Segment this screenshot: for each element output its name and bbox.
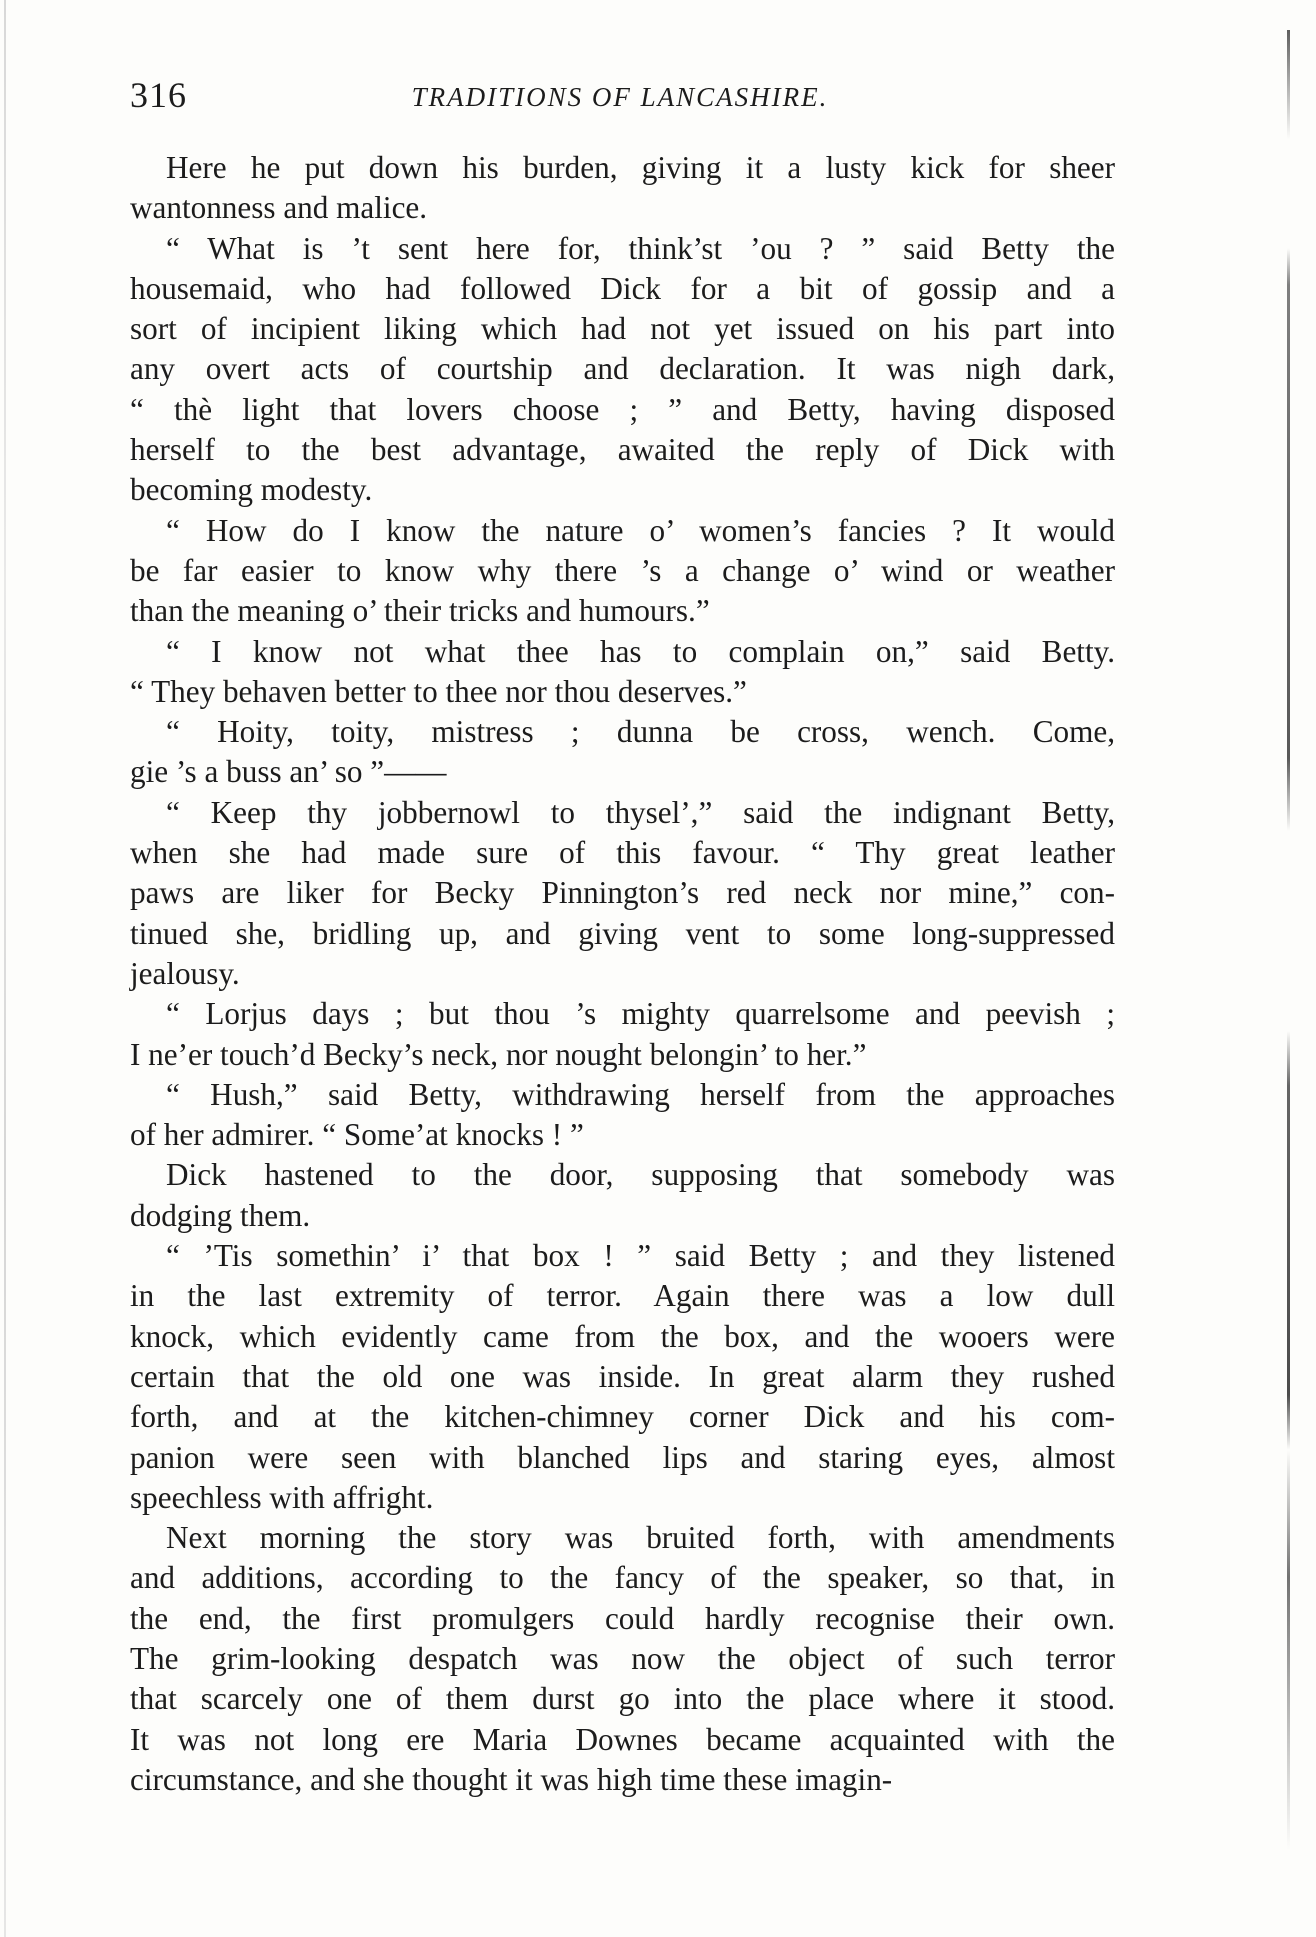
text-line: gie ’s a buss an’ so ”——: [130, 754, 447, 790]
scan-right-edge: [1287, 30, 1290, 1850]
text-line: “ What is ’t sent here for, think’st ’ou ? ” said Betty the: [166, 230, 1115, 266]
text-line: be far easier to know why there ’s a change o’ wind or weather: [130, 552, 1115, 588]
text-line: panion were seen with blanched lips and staring eyes, almost: [130, 1439, 1115, 1475]
text-line: dodging them.: [130, 1197, 311, 1233]
text-line: “ Keep thy jobbernowl to thysel’,” said the indignant Betty,: [166, 794, 1115, 830]
paragraph: [130, 1155, 1115, 1236]
running-head: TRADITIONS OF LANCASHIRE.: [411, 82, 829, 112]
text-line: The grim-looking despatch was now the object of such terror: [130, 1640, 1115, 1676]
text-line: “ I know not what thee has to complain on,” said Betty.: [166, 633, 1115, 669]
text-line: circumstance, and she thought it was high time these imagin-: [130, 1761, 893, 1797]
text-line: jealousy.: [130, 955, 240, 991]
text-line: and additions, according to the fancy of the speaker, so that, in: [130, 1560, 1115, 1596]
text-line: sort of incipient liking which had not yet issued on his part into: [130, 311, 1115, 347]
text-line: any overt acts of courtship and declaration. It was nigh dark,: [130, 351, 1115, 387]
text-line: “ ’Tis somethin’ i’ that box ! ” said Betty ; and they listened: [166, 1238, 1115, 1274]
text-line: certain that the old one was inside. In great alarm they rushed: [130, 1358, 1115, 1394]
text-line: “ How do I know the nature o’ women’s fancies ? It would: [166, 512, 1115, 548]
text-line: “ They behaven better to thee nor thou deserves.”: [130, 673, 747, 709]
text-line: “ Hoity, toity, mistress ; dunna be cross, wench. Come,: [166, 714, 1115, 750]
text-line: the end, the first promulgers could hardly recognise their own.: [130, 1600, 1115, 1636]
text-line: knock, which evidently came from the box, and the wooers were: [130, 1318, 1115, 1354]
text-line: herself to the best advantage, awaited the reply of Dick with: [130, 432, 1115, 468]
text-line: of her admirer. “ Some’at knocks ! ”: [130, 1117, 584, 1153]
text-line: speechless with affright.: [130, 1479, 434, 1515]
paragraph: [130, 148, 1115, 229]
text-line: “ thè light that lovers choose ; ” and Betty, having disposed: [130, 391, 1115, 427]
text-line: It was not long ere Maria Downes became acquainted with the: [130, 1721, 1115, 1757]
text-line: “ Hush,” said Betty, withdrawing herself from the approaches: [166, 1076, 1115, 1112]
text-line: forth, and at the kitchen-chimney corner Dick and his com-: [130, 1399, 1115, 1435]
text-line: Next morning the story was bruited forth, with amendments: [166, 1520, 1115, 1556]
page-number: 316: [130, 75, 187, 115]
paragraph: [130, 1075, 1115, 1156]
paragraph: [130, 994, 1115, 1075]
text-line: housemaid, who had followed Dick for a bit of gossip and a: [130, 270, 1115, 306]
text-line: I ne’er touch’d Becky’s neck, nor nought belongin’ to her.”: [130, 1036, 867, 1072]
paragraph: [130, 712, 1115, 793]
text-line: Here he put down his burden, giving it a lusty kick for sheer: [166, 150, 1115, 185]
paragraph: [130, 1518, 1115, 1800]
paragraph: [130, 511, 1115, 632]
text-line: than the meaning o’ their tricks and humours.”: [130, 593, 710, 629]
text-line: “ Lorjus days ; but thou ’s mighty quarrelsome and peevish ;: [166, 996, 1115, 1032]
scan-left-edge: [4, 0, 6, 1937]
paragraph: [130, 632, 1115, 713]
text-line: when she had made sure of this favour. “ Thy great leather: [130, 835, 1115, 871]
body-text: [130, 148, 1115, 1800]
text-line: in the last extremity of terror. Again there was a low dull: [130, 1278, 1115, 1314]
text-line: becoming modesty.: [130, 472, 373, 508]
text-line: wantonness and malice.: [130, 190, 428, 226]
text-line: tinued she, bridling up, and giving vent to some long-suppressed: [130, 915, 1115, 951]
text-line: Dick hastened to the door, supposing that somebody was: [166, 1157, 1115, 1193]
text-line: paws are liker for Becky Pinnington’s red neck nor mine,” con-: [130, 875, 1115, 911]
paragraph: [130, 229, 1115, 511]
paragraph: [130, 793, 1115, 994]
paragraph: [130, 1236, 1115, 1518]
page-header: [130, 74, 1110, 124]
text-line: that scarcely one of them durst go into the place where it stood.: [130, 1681, 1115, 1717]
